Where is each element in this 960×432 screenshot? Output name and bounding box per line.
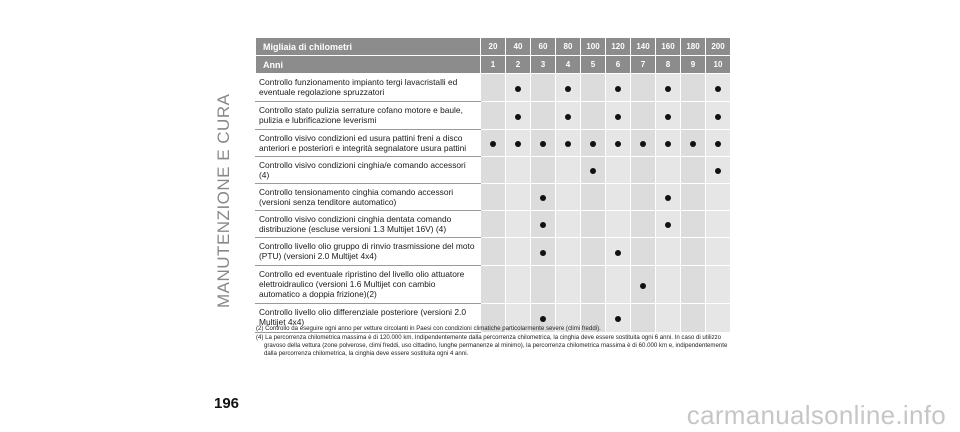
interval-cell <box>631 238 656 266</box>
km-header-row-cell: 200 <box>706 38 731 56</box>
interval-cell <box>631 184 656 211</box>
interval-cell <box>631 74 656 102</box>
years-header-row-cell: 9 <box>681 56 706 74</box>
interval-cell <box>506 157 531 184</box>
check-dot-icon <box>715 86 721 92</box>
interval-cell <box>481 211 506 238</box>
years-header-row-label: Anni <box>256 56 481 74</box>
years-header-row-cell: 4 <box>556 56 581 74</box>
interval-cell <box>481 238 506 266</box>
interval-cell <box>681 238 706 266</box>
check-dot-icon <box>515 86 521 92</box>
interval-cell <box>556 266 581 304</box>
check-dot-icon <box>490 141 496 147</box>
interval-cell <box>531 74 556 102</box>
interval-cell <box>706 102 731 130</box>
interval-cell <box>481 266 506 304</box>
interval-cell <box>631 211 656 238</box>
interval-cell <box>556 184 581 211</box>
years-header-row-cell: 8 <box>656 56 681 74</box>
watermark: carmanualsonline.info <box>686 400 946 430</box>
table-row <box>256 184 731 211</box>
operation-description: Controllo stato pulizia serrature cofano motore e baule, pulizia e lubrificazione leverismi <box>256 102 481 130</box>
interval-cell <box>681 184 706 211</box>
interval-cell <box>656 130 681 157</box>
km-header-row-cell: 20 <box>481 38 506 56</box>
years-header-row-cell: 10 <box>706 56 731 74</box>
interval-cell <box>481 102 506 130</box>
check-dot-icon <box>640 283 646 289</box>
interval-cell <box>656 157 681 184</box>
km-header-row-cell: 140 <box>631 38 656 56</box>
check-dot-icon <box>515 114 521 120</box>
check-dot-icon <box>715 114 721 120</box>
interval-cell <box>556 130 581 157</box>
footnote-2: (2) Controllo da eseguire ogni anno per vetture circolanti in Paesi con condizioni climatiche particolarmente severe (climi freddi). <box>256 325 601 332</box>
table-row <box>256 102 731 130</box>
interval-cell <box>581 102 606 130</box>
check-dot-icon <box>615 141 621 147</box>
interval-cell <box>581 184 606 211</box>
years-header-row-cell: 1 <box>481 56 506 74</box>
check-dot-icon <box>590 168 596 174</box>
operation-description: Controllo tensionamento cinghia comando accessori (versioni senza tenditore automatico) <box>256 184 481 211</box>
years-header-row-cell: 7 <box>631 56 656 74</box>
operation-description: Controllo livello olio differenziale posteriore (versioni 2.0 Multijet 4x4) <box>256 304 481 333</box>
interval-cell <box>606 211 631 238</box>
maintenance-table <box>255 37 731 333</box>
km-header-row-cell: 80 <box>556 38 581 56</box>
operation-description: Controllo livello olio gruppo di rinvio trasmissione del moto (PTU) (versioni 2.0 Multijet 4x4) <box>256 238 481 266</box>
interval-cell <box>681 157 706 184</box>
check-dot-icon <box>515 141 521 147</box>
check-dot-icon <box>615 86 621 92</box>
interval-cell <box>606 157 631 184</box>
interval-cell <box>681 266 706 304</box>
interval-cell <box>531 130 556 157</box>
check-dot-icon <box>665 141 671 147</box>
table-row <box>256 130 731 157</box>
check-dot-icon <box>615 250 621 256</box>
interval-cell <box>506 184 531 211</box>
check-dot-icon <box>540 222 546 228</box>
interval-cell <box>631 157 656 184</box>
interval-cell <box>556 74 581 102</box>
interval-cell <box>631 102 656 130</box>
interval-cell <box>631 266 656 304</box>
check-dot-icon <box>615 114 621 120</box>
interval-cell <box>581 211 606 238</box>
operation-description: Controllo visivo condizioni ed usura pattini freni a disco anteriori e posteriori e integrità segnalatore usura pattini <box>256 130 481 157</box>
check-dot-icon <box>590 141 596 147</box>
km-header-row-cell: 180 <box>681 38 706 56</box>
interval-cell <box>581 238 606 266</box>
page-number: 196 <box>214 395 240 412</box>
years-header-row <box>256 56 731 74</box>
km-header-row-cell: 100 <box>581 38 606 56</box>
table-row <box>256 157 731 184</box>
interval-cell <box>681 74 706 102</box>
km-header-row <box>256 38 731 56</box>
interval-cell <box>506 266 531 304</box>
interval-cell <box>531 266 556 304</box>
interval-cell <box>681 130 706 157</box>
footnotes <box>256 325 732 359</box>
interval-cell <box>706 74 731 102</box>
years-header-row-cell: 3 <box>531 56 556 74</box>
interval-cell <box>481 157 506 184</box>
km-header-row-cell: 160 <box>656 38 681 56</box>
interval-cell <box>481 130 506 157</box>
operation-description: Controllo funzionamento impianto tergi lavacristalli ed eventuale regolazione spruzzatori <box>256 74 481 102</box>
km-header-row-cell: 60 <box>531 38 556 56</box>
years-header-row-cell: 6 <box>606 56 631 74</box>
interval-cell <box>506 102 531 130</box>
interval-cell <box>606 266 631 304</box>
interval-cell <box>556 102 581 130</box>
interval-cell <box>706 238 731 266</box>
check-dot-icon <box>715 141 721 147</box>
interval-cell <box>531 184 556 211</box>
interval-cell <box>681 211 706 238</box>
years-header-row-cell: 2 <box>506 56 531 74</box>
interval-cell <box>606 184 631 211</box>
interval-cell <box>606 238 631 266</box>
interval-cell <box>706 184 731 211</box>
check-dot-icon <box>640 141 646 147</box>
interval-cell <box>506 130 531 157</box>
interval-cell <box>556 238 581 266</box>
table-row <box>256 266 731 304</box>
interval-cell <box>606 130 631 157</box>
check-dot-icon <box>540 250 546 256</box>
check-dot-icon <box>565 86 571 92</box>
years-header-row-cell: 5 <box>581 56 606 74</box>
km-header-row-cell: 120 <box>606 38 631 56</box>
interval-cell <box>581 74 606 102</box>
operation-description: Controllo ed eventuale ripristino del livello olio attuatore elettroidraulico (versioni 1.6 Multijet con cambio automatico a doppia frizione)(2) <box>256 266 481 304</box>
interval-cell <box>656 211 681 238</box>
interval-cell <box>631 130 656 157</box>
interval-cell <box>706 157 731 184</box>
check-dot-icon <box>540 195 546 201</box>
interval-cell <box>481 74 506 102</box>
check-dot-icon <box>665 222 671 228</box>
interval-cell <box>506 238 531 266</box>
interval-cell <box>706 266 731 304</box>
interval-cell <box>656 238 681 266</box>
check-dot-icon <box>565 141 571 147</box>
interval-cell <box>531 157 556 184</box>
interval-cell <box>581 266 606 304</box>
interval-cell <box>656 102 681 130</box>
check-dot-icon <box>690 141 696 147</box>
section-title-text: MANUTENZIONE E CURA <box>214 93 233 308</box>
operation-description: Controllo visivo condizioni cinghia/e comando accessori (4) <box>256 157 481 184</box>
interval-cell <box>581 130 606 157</box>
check-dot-icon <box>665 86 671 92</box>
table-row <box>256 74 731 102</box>
interval-cell <box>606 102 631 130</box>
interval-cell <box>681 102 706 130</box>
check-dot-icon <box>565 114 571 120</box>
interval-cell <box>556 157 581 184</box>
interval-cell <box>656 74 681 102</box>
km-header-row-cell: 40 <box>506 38 531 56</box>
interval-cell <box>506 211 531 238</box>
check-dot-icon <box>715 168 721 174</box>
interval-cell <box>706 211 731 238</box>
interval-cell <box>481 184 506 211</box>
table-row <box>256 238 731 266</box>
interval-cell <box>556 211 581 238</box>
interval-cell <box>706 130 731 157</box>
interval-cell <box>531 102 556 130</box>
check-dot-icon <box>665 195 671 201</box>
interval-cell <box>531 211 556 238</box>
check-dot-icon <box>540 141 546 147</box>
check-dot-icon <box>540 316 546 322</box>
interval-cell <box>581 157 606 184</box>
km-header-row-label: Migliaia di chilometri <box>256 38 481 56</box>
check-dot-icon <box>615 316 621 322</box>
check-dot-icon <box>665 114 671 120</box>
footnote-4: (4) La percorrenza chilometrica massima è di 120.000 km. Indipendentemente dalla percorrenza chilometrica, la cinghia deve essere sostituita ogni 6 anni. In caso di utilizzo gravoso della vettura (zone polverose, climi freddi, uso cittadino, lunghe permanenze al minimo), la percorrenza chilometrica massima è di 60.000 km e, indipendentemente dalla percorrenza chilometrica, la cinghia deve essere sostituita ogni 4 anni. <box>256 334 728 357</box>
interval-cell <box>606 74 631 102</box>
interval-cell <box>531 238 556 266</box>
operation-description: Controllo visivo condizioni cinghia dentata comando distribuzione (escluse versioni 1.3 Multijet 16V) (4) <box>256 211 481 238</box>
interval-cell <box>506 74 531 102</box>
table-row <box>256 211 731 238</box>
interval-cell <box>656 184 681 211</box>
interval-cell <box>656 266 681 304</box>
